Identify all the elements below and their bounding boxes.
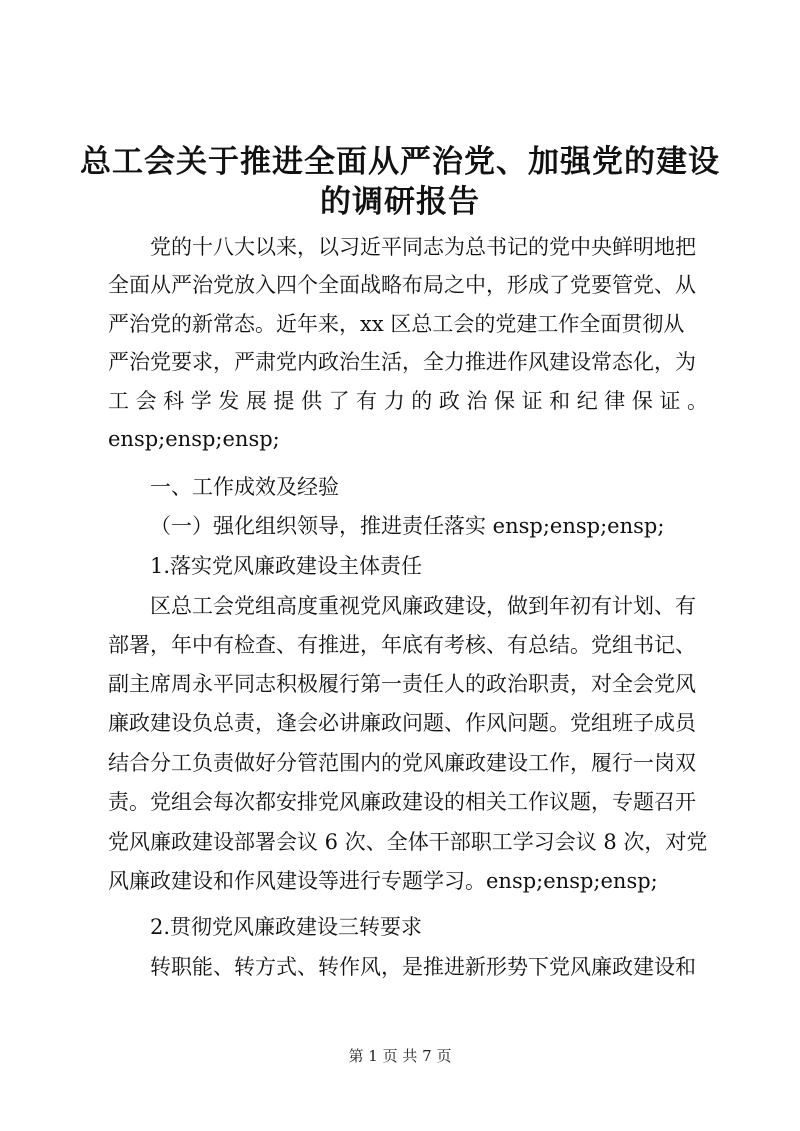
body-line: 党风廉政建设部署会议 6 次、全体干部职工学习会议 8 次，对党 <box>108 830 708 854</box>
body-line: 转职能、转方式、转作风，是推进新形势下党风廉政建设和 <box>150 955 696 979</box>
body-line: 责。党组会每次都安排党风廉政建设的相关工作议题，专题召开 <box>108 790 696 814</box>
item-heading: 1.落实党风廉政建设主体责任 <box>150 554 423 578</box>
page-number: 第 1 页 共 7 页 <box>348 1047 452 1065</box>
body-line: 区总工会党组高度重视党风廉政建设，做到年初有计划、有 <box>150 594 696 618</box>
document-title-line-2: 的调研报告 <box>320 184 480 220</box>
document-title-line-1: 总工会关于推进全面从严治党、加强党的建设 <box>80 144 720 180</box>
body-line: 严治党的新常态。近年来，xx 区总工会的党建工作全面贯彻从 <box>108 312 685 336</box>
body-line: 工会科学发展提供了有力的政治保证和纪律保证。 <box>108 389 708 413</box>
body-line: 风廉政建设和作风建设等进行专题学习。ensp;ensp;ensp; <box>108 869 658 893</box>
body-line: 严治党要求，严肃党内政治生活，全力推进作风建设常态化，为 <box>108 350 696 374</box>
section-heading: 一、工作成效及经验 <box>150 475 339 499</box>
body-line: 结合分工负责做好分管范围内的党风廉政建设工作，履行一岗双 <box>108 751 696 775</box>
body-line: 全面从严治党放入四个全面战略布局之中，形成了党要管党、从 <box>108 273 696 297</box>
subsection-heading: （一）强化组织领导，推进责任落实 ensp;ensp;ensp; <box>150 514 665 538</box>
body-line: ensp;ensp;ensp; <box>108 427 280 451</box>
body-line: 党的十八大以来，以习近平同志为总书记的党中央鲜明地把 <box>150 235 696 259</box>
body-line: 廉政建设负总责，逢会必讲廉政问题、作风问题。党组班子成员 <box>108 711 696 735</box>
body-line: 副主席周永平同志积极履行第一责任人的政治职责，对全会党风 <box>108 672 696 696</box>
item-heading: 2.贯彻党风廉政建设三转要求 <box>150 915 423 939</box>
body-line: 部署，年中有检查、有推进，年底有考核、有总结。党组书记、 <box>108 633 696 657</box>
